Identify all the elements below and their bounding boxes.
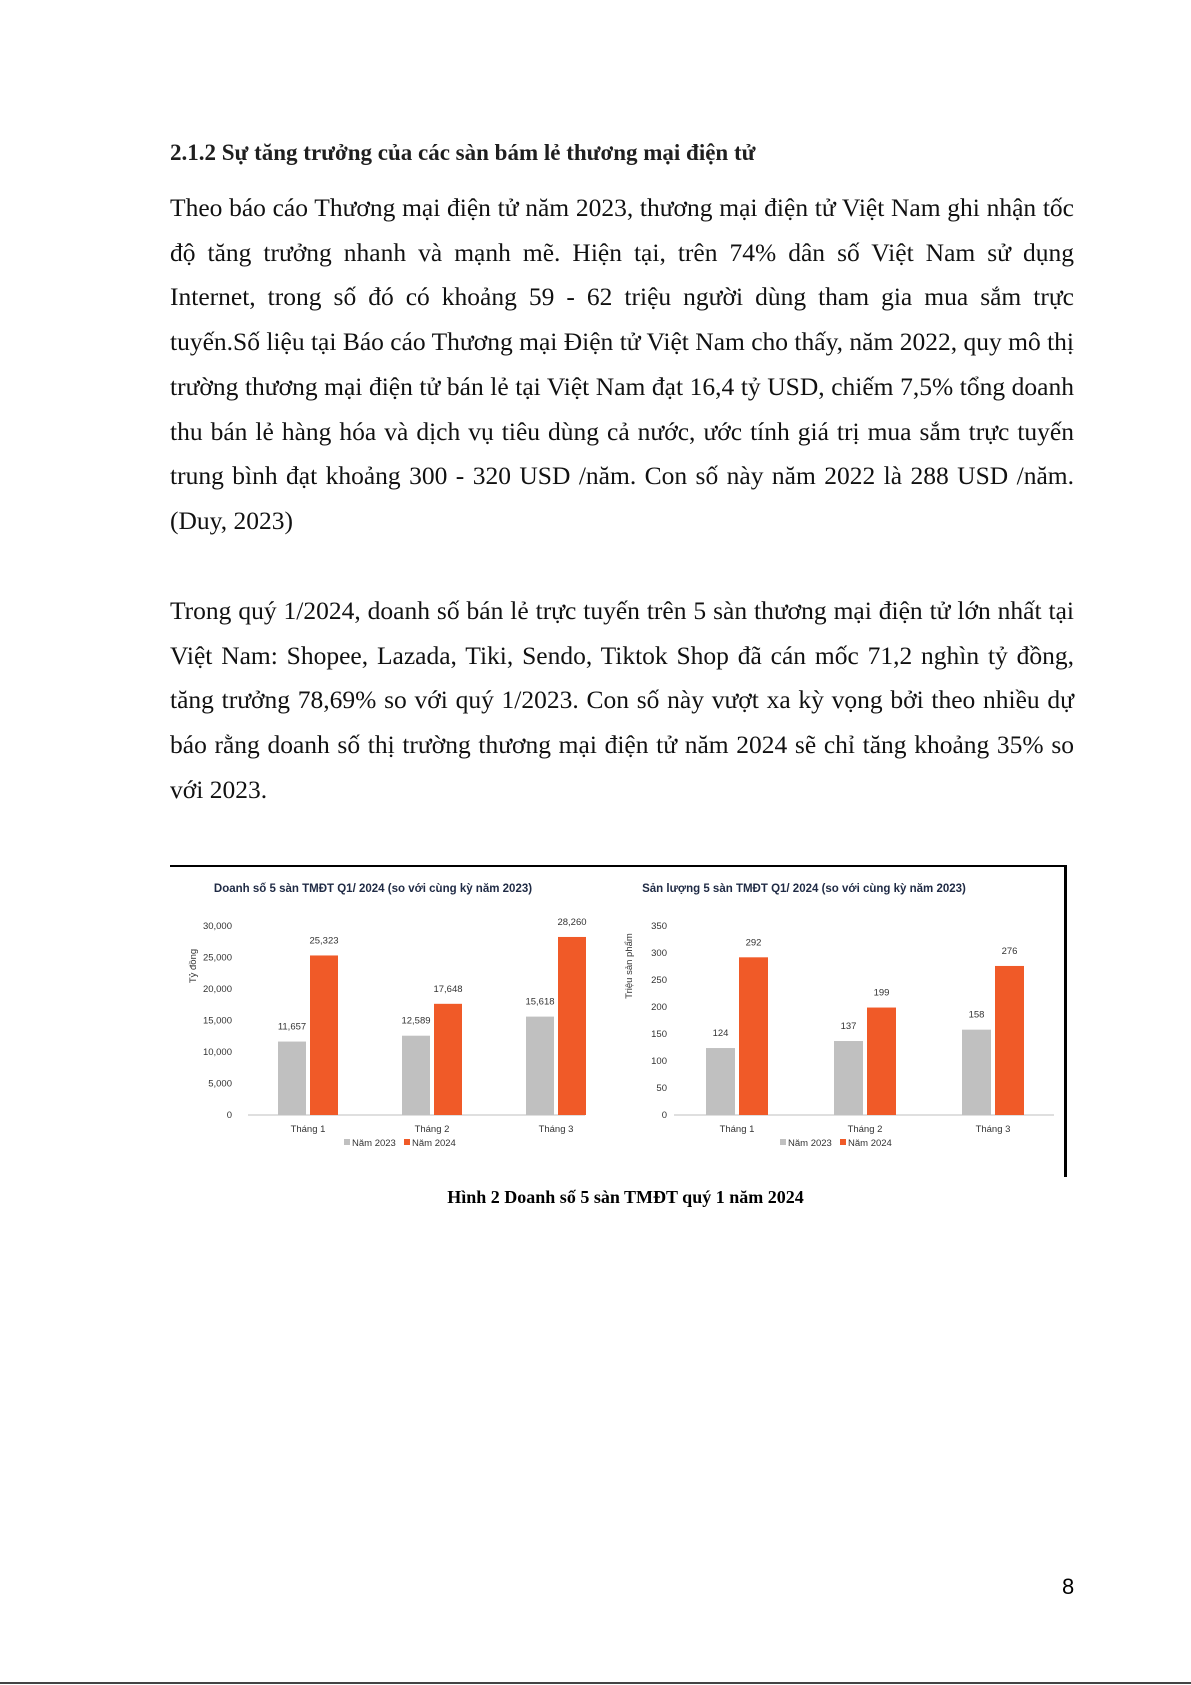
bar-2023 <box>278 1042 306 1115</box>
data-label: 12,589 <box>401 1015 431 1027</box>
x-tick-label: Tháng 1 <box>719 1124 755 1135</box>
legend-swatch-2023 <box>344 1139 350 1145</box>
x-tick-label: Tháng 2 <box>414 1124 450 1135</box>
page-bottom-rule <box>0 1682 1191 1684</box>
y-tick-label: 25,000 <box>202 952 232 964</box>
bar-2023 <box>962 1030 991 1115</box>
x-tick-label: Tháng 3 <box>975 1124 1011 1135</box>
page-number: 8 <box>1062 1574 1075 1599</box>
data-label: 11,657 <box>277 1021 307 1033</box>
x-tick-label: Tháng 1 <box>290 1124 326 1135</box>
y-tick-label: 150 <box>651 1029 667 1040</box>
bar-2023 <box>526 1017 554 1115</box>
y-tick-label: 30,000 <box>202 921 232 932</box>
y-tick-label: 20,000 <box>202 984 232 995</box>
y-tick-label: 0 <box>226 1110 232 1121</box>
bar-2024 <box>310 955 338 1115</box>
data-label: 25,323 <box>309 935 339 947</box>
data-label: 137 <box>840 1021 857 1033</box>
paragraph-ecommerce-2023: Theo báo cáo Thương mại điện tử năm 2023, thương mại điện tử Việt Nam ghi nhận tốc độ tăng trưởng nhanh và mạnh mẽ. Hiện tại, trên 74% dân số Việt Nam sử dụng Internet, trong số đó có khoảng 59 - 62 triệu người dùng tham gia mua sắm trực tuyến.Số liệu tại Báo cáo Thương mại Điện tử Việt Nam cho thấy, năm 2022, quy mô thị trường thương mại điện tử bán lẻ tại Việt Nam đạt 16,4 tỷ USD, chiếm 7,5% tổng doanh thu bán lẻ hàng hóa và dịch vụ tiêu dùng cả nước, ước tính giá trị mua sắm trực tuyến trung bình đạt khoảng 300 - 320 USD /năm. Con số này năm 2022 là 288 USD /năm. (Duy, 2023) <box>170 193 1074 535</box>
chart-title: Sản lượng 5 sàn TMĐT Q1/ 2024 (so với cùng kỳ năm 2023) <box>642 883 966 895</box>
y-tick-label: 50 <box>656 1083 667 1094</box>
bar-2023 <box>402 1036 430 1115</box>
figure-caption: Hình 2 Doanh số 5 sàn TMĐT quý 1 năm 2024 <box>447 1187 804 1207</box>
y-tick-label: 100 <box>651 1056 667 1067</box>
bar-2024 <box>434 1004 462 1115</box>
data-label: 15,618 <box>525 996 555 1008</box>
y-tick-label: 15,000 <box>202 1015 232 1027</box>
legend-label: Năm 2023 <box>788 1138 832 1149</box>
data-label: 158 <box>968 1009 985 1021</box>
bar-2023 <box>834 1041 863 1115</box>
legend-label: Năm 2023 <box>352 1138 396 1149</box>
y-axis-label: Triệu sản phẩm <box>624 933 635 999</box>
x-tick-label: Tháng 2 <box>847 1124 883 1135</box>
y-tick-label: 350 <box>651 921 667 932</box>
bar-2024 <box>558 937 586 1115</box>
bar-2024 <box>739 957 768 1115</box>
y-tick-label: 10,000 <box>202 1047 232 1058</box>
legend-swatch-2023 <box>780 1139 786 1145</box>
y-tick-label: 0 <box>661 1110 667 1121</box>
x-tick-label: Tháng 3 <box>538 1124 574 1135</box>
legend-label: Năm 2024 <box>412 1138 456 1149</box>
data-label: 276 <box>1001 945 1018 957</box>
y-tick-label: 300 <box>651 948 667 959</box>
charts-svg <box>170 867 1064 1177</box>
data-label: 124 <box>712 1028 729 1040</box>
data-label: 28,260 <box>557 916 587 928</box>
bar-2023 <box>706 1048 735 1115</box>
data-label: 292 <box>745 937 762 949</box>
paragraph-q1-2024: Trong quý 1/2024, doanh số bán lẻ trực tuyến trên 5 sàn thương mại điện tử lớn nhất tại Việt Nam: Shopee, Lazada, Tiki, Sendo, Tiktok Shop đã cán mốc 71,2 nghìn tỷ đồng, tăng trưởng 78,69% so với quý 1/2023. Con số này vượt xa kỳ vọng bởi theo nhiều dự báo rằng doanh số thị trường thương mại điện tử năm 2024 sẽ chỉ tăng khoảng 35% so với 2023. <box>170 596 1074 804</box>
data-label: 199 <box>873 987 890 999</box>
legend-swatch-2024 <box>404 1139 410 1145</box>
legend-swatch-2024 <box>840 1139 846 1145</box>
y-axis-label: Tỷ đồng <box>188 948 199 984</box>
figure-charts <box>170 865 1067 1177</box>
y-tick-label: 5,000 <box>208 1078 232 1090</box>
data-label: 17,648 <box>433 983 463 995</box>
bar-2024 <box>867 1008 896 1115</box>
y-tick-label: 250 <box>651 975 667 986</box>
section-heading: 2.1.2 Sự tăng trưởng của các sàn bám lẻ thương mại điện tử <box>170 140 756 165</box>
legend-label: Năm 2024 <box>848 1138 892 1149</box>
y-tick-label: 200 <box>651 1002 667 1013</box>
chart-title: Doanh số 5 sàn TMĐT Q1/ 2024 (so với cùng kỳ năm 2023) <box>213 883 533 895</box>
bar-2024 <box>995 966 1024 1115</box>
